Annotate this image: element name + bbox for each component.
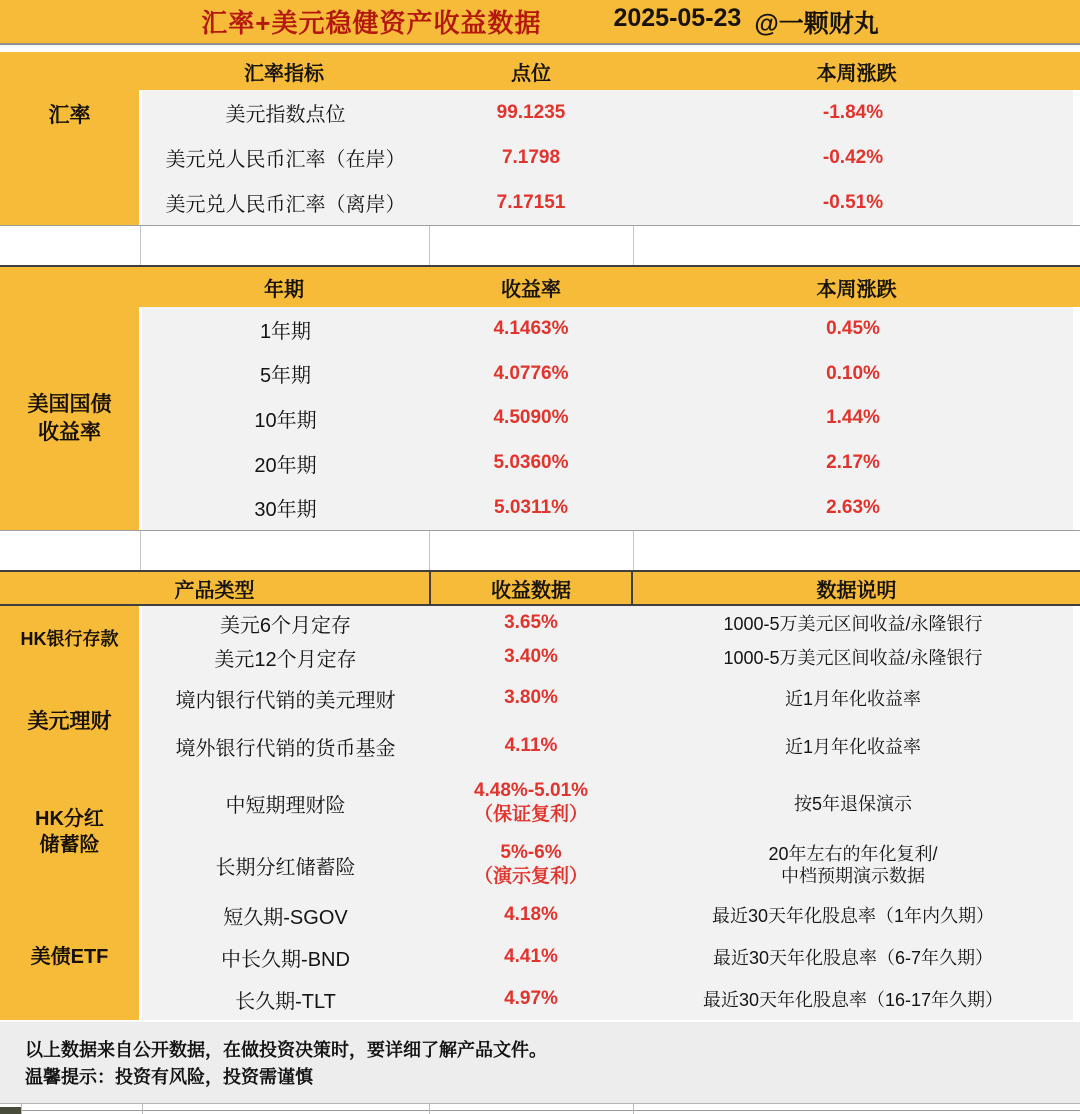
term-cell: 30年期 bbox=[254, 499, 317, 522]
hk-deposit-rows bbox=[142, 606, 1073, 674]
gridline bbox=[633, 226, 634, 265]
sheet-corner-mark bbox=[0, 1107, 21, 1114]
divider bbox=[0, 43, 1080, 52]
gridline bbox=[429, 226, 430, 265]
gridline bbox=[140, 531, 141, 570]
fx-header-row bbox=[0, 52, 1080, 90]
yield-cell: 3.40% bbox=[504, 646, 558, 667]
usd-wealth-sidebar-label: 美元理财 bbox=[0, 674, 139, 770]
us-bond-etf-rows bbox=[142, 894, 1073, 1020]
note-cell: 1000-5万美元区间收益/永隆银行 bbox=[723, 614, 983, 634]
note-cell: 按5年退保演示 bbox=[793, 794, 912, 814]
table-row bbox=[142, 441, 1073, 486]
spreadsheet-gap bbox=[0, 225, 1080, 265]
treasury-sidebar-label: 美国国债 收益率 bbox=[0, 307, 139, 530]
change-cell: -1.84% bbox=[822, 101, 884, 123]
gridline bbox=[140, 226, 141, 265]
spreadsheet-gap bbox=[0, 530, 1080, 570]
disclaimer-footer bbox=[0, 1020, 1080, 1103]
table-row bbox=[142, 640, 1073, 674]
yield-cell: 4.97% bbox=[504, 988, 558, 1009]
hk-insurance-group bbox=[0, 770, 1080, 894]
term-cell: 1年期 bbox=[259, 320, 312, 343]
fx-rows bbox=[142, 90, 1073, 225]
note-cell: 最近30天年化股息率（16-17年久期） bbox=[702, 990, 1004, 1010]
table-row bbox=[142, 396, 1073, 441]
change-cell: 2.17% bbox=[826, 452, 880, 474]
table-row bbox=[142, 485, 1073, 530]
change-cell: -0.51% bbox=[822, 191, 884, 213]
fx-col-weekly-change: 本周涨跌 bbox=[816, 62, 897, 85]
hk-deposit-group bbox=[0, 606, 1080, 674]
product-cell: 境内银行代销的美元理财 bbox=[175, 689, 396, 712]
product-cell: 美元6个月定存 bbox=[219, 614, 352, 637]
usd-wealth-rows bbox=[142, 674, 1073, 770]
note-cell: 最近30天年化股息率（6-7年久期） bbox=[712, 948, 994, 968]
product-cell: 中短期理财险 bbox=[225, 794, 346, 817]
yield-cell: 4.41% bbox=[504, 946, 558, 967]
value-cell: 7.1798 bbox=[501, 146, 561, 168]
hk-insurance-rows bbox=[142, 770, 1073, 894]
spreadsheet-bottom-strip bbox=[0, 1103, 1080, 1114]
yield-cell: 3.80% bbox=[504, 687, 558, 708]
page-title: 汇率+美元稳健资产收益数据 bbox=[201, 8, 542, 38]
change-cell: 0.45% bbox=[826, 318, 880, 340]
yield-cell: 4.11% bbox=[504, 735, 558, 756]
date-label: 2025-05-23 bbox=[613, 3, 742, 32]
product-cell: 短久期-SGOV bbox=[223, 906, 348, 929]
yield-cell: 5%-6% （演示复利） bbox=[473, 842, 588, 887]
gridline bbox=[633, 1104, 634, 1114]
table-row bbox=[142, 722, 1073, 770]
table-row bbox=[142, 606, 1073, 640]
value-cell: 99.1235 bbox=[496, 101, 566, 123]
title-date-author bbox=[613, 4, 878, 40]
change-cell: 0.10% bbox=[826, 362, 880, 384]
author-label: @一颗财丸 bbox=[754, 9, 879, 38]
us-bond-etf-group bbox=[0, 894, 1080, 1020]
yield-cell: 5.0360% bbox=[493, 452, 569, 474]
table-row bbox=[142, 978, 1073, 1020]
table-row bbox=[142, 307, 1073, 352]
note-cell: 近1月年化收益率 bbox=[784, 737, 921, 757]
table-row bbox=[142, 894, 1073, 936]
fx-section bbox=[0, 90, 1080, 225]
hk-deposit-sidebar-label: HK银行存款 bbox=[0, 606, 139, 674]
term-cell: 5年期 bbox=[259, 365, 312, 388]
treasury-section bbox=[0, 307, 1080, 530]
treasury-col-term: 年期 bbox=[264, 278, 304, 301]
gridline bbox=[633, 531, 634, 570]
fx-sidebar-label: 汇率 bbox=[0, 90, 139, 225]
yield-cell: 4.5090% bbox=[493, 407, 569, 429]
product-cell: 长久期-TLT bbox=[235, 990, 336, 1013]
treasury-header-row bbox=[0, 265, 1080, 307]
product-cell: 美元12个月定存 bbox=[214, 648, 357, 671]
usd-wealth-group bbox=[0, 674, 1080, 770]
table-row bbox=[142, 936, 1073, 978]
title-bar bbox=[0, 0, 1080, 43]
fx-col-level: 点位 bbox=[511, 62, 551, 85]
gridline bbox=[21, 1110, 1080, 1111]
yield-cell: 4.48%-5.01% （保证复利） bbox=[473, 780, 589, 825]
gridline bbox=[429, 531, 430, 570]
yield-cell: 5.0311% bbox=[494, 496, 568, 518]
change-cell: -0.42% bbox=[822, 146, 884, 168]
products-col-description: 数据说明 bbox=[816, 579, 897, 602]
note-cell: 1000-5万美元区间收益/永隆银行 bbox=[723, 648, 983, 668]
indicator-cell: 美元兑人民币汇率（在岸） bbox=[165, 149, 406, 171]
products-header-row bbox=[0, 570, 1080, 606]
gridline bbox=[429, 1104, 430, 1114]
change-cell: 1.44% bbox=[826, 407, 880, 429]
treasury-rows bbox=[142, 307, 1073, 530]
fx-col-indicator: 汇率指标 bbox=[244, 62, 324, 85]
note-cell: 近1月年化收益率 bbox=[784, 689, 921, 709]
disclaimer-line: 以上数据来自公开数据，在做投资决策时，要详细了解产品文件。 bbox=[25, 1040, 547, 1060]
hk-insurance-sidebar-label: HK分红 储蓄险 bbox=[0, 770, 139, 894]
product-cell: 中长久期-BND bbox=[221, 948, 350, 971]
table-row bbox=[142, 180, 1073, 225]
term-cell: 20年期 bbox=[254, 454, 317, 477]
products-col-type: 产品类型 bbox=[174, 579, 255, 602]
table-row bbox=[142, 90, 1073, 135]
yield-cell: 4.1463% bbox=[493, 318, 569, 340]
note-cell: 最近30天年化股息率（1年内久期） bbox=[711, 906, 995, 926]
table-row bbox=[142, 674, 1073, 722]
gridline bbox=[21, 1104, 22, 1114]
yield-cell: 4.18% bbox=[504, 904, 558, 925]
gridline bbox=[142, 1104, 143, 1114]
risk-warning-line: 温馨提示：投资有风险，投资需谨慎 bbox=[25, 1067, 313, 1087]
indicator-cell: 美元兑人民币汇率（离岸） bbox=[165, 194, 406, 216]
indicator-cell: 美元指数点位 bbox=[225, 104, 346, 126]
note-cell: 20年左右的年化复利/ 中档预期演示数据 bbox=[768, 843, 938, 886]
products-col-yield-data: 收益数据 bbox=[429, 572, 633, 604]
change-cell: 2.63% bbox=[826, 496, 880, 518]
product-cell: 长期分红储蓄险 bbox=[215, 856, 356, 879]
us-bond-etf-sidebar-label: 美债ETF bbox=[0, 894, 139, 1020]
table-row bbox=[142, 770, 1073, 836]
value-cell: 7.17151 bbox=[496, 191, 566, 213]
product-cell: 境外银行代销的货币基金 bbox=[175, 737, 396, 760]
table-row bbox=[142, 352, 1073, 397]
treasury-col-yield: 收益率 bbox=[501, 278, 561, 301]
table-row bbox=[142, 836, 1073, 894]
treasury-col-weekly-change: 本周涨跌 bbox=[816, 278, 897, 301]
yield-cell: 4.0776% bbox=[493, 362, 569, 384]
table-row bbox=[142, 135, 1073, 180]
term-cell: 10年期 bbox=[254, 409, 317, 432]
yield-cell: 3.65% bbox=[504, 612, 558, 633]
